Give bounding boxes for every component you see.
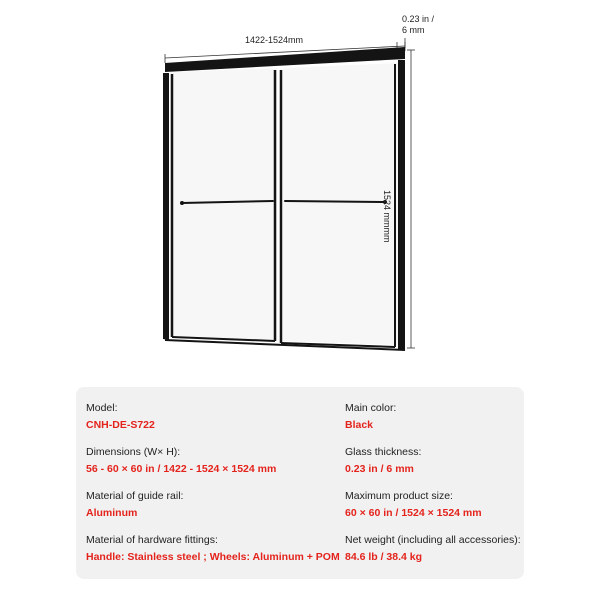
spec-glass-thickness bbox=[345, 445, 421, 476]
spec-value: 60 × 60 in / 1524 × 1524 mm bbox=[345, 507, 482, 519]
spec-value: 56 - 60 × 60 in / 1422 - 1524 × 1524 mm bbox=[86, 463, 277, 475]
spec-value: 0.23 in / 6 mm bbox=[345, 463, 414, 475]
spec-value: Aluminum bbox=[86, 507, 138, 519]
spec-dimensions bbox=[86, 445, 276, 476]
spec-label: Material of hardware fittings: bbox=[86, 534, 218, 546]
right-towel-bar-handle bbox=[285, 201, 385, 202]
spec-value: Black bbox=[345, 419, 374, 431]
spec-label: Dimensions (W× H): bbox=[86, 446, 181, 458]
right-frame-post bbox=[398, 60, 405, 350]
height-dimension-line bbox=[407, 50, 415, 348]
left-glass-panel bbox=[170, 68, 277, 340]
left-frame-post bbox=[163, 73, 169, 340]
spec-label: Maximum product size: bbox=[345, 490, 453, 502]
height-dimension-label: 1524 mmmm bbox=[382, 190, 392, 243]
spec-value: CNH-DE-S722 bbox=[86, 419, 155, 431]
handle-knob-left bbox=[180, 201, 184, 205]
spec-main-color bbox=[345, 401, 396, 432]
spec-value: 84.6 lb / 38.4 kg bbox=[345, 551, 423, 563]
spec-panel bbox=[76, 387, 524, 579]
spec-max-product-size bbox=[345, 489, 482, 520]
spec-value: Handle: Stainless steel ; Wheels: Aluminum + POM bbox=[86, 551, 340, 563]
spec-model bbox=[86, 401, 155, 432]
spec-label: Main color: bbox=[345, 402, 397, 414]
spec-label: Glass thickness: bbox=[345, 446, 422, 458]
width-dimension-label: 1422-1524mm bbox=[245, 35, 304, 45]
thickness-label-line1: 0.23 in / bbox=[402, 14, 435, 24]
right-glass-panel bbox=[283, 63, 398, 345]
spec-hardware-material bbox=[86, 533, 340, 564]
thickness-dimension-label bbox=[402, 14, 452, 36]
spec-guide-rail-material bbox=[86, 489, 183, 520]
spec-label: Material of guide rail: bbox=[86, 490, 184, 502]
thickness-label-line2: 6 mm bbox=[402, 25, 425, 35]
spec-net-weight bbox=[345, 533, 521, 564]
spec-label: Model: bbox=[86, 402, 118, 414]
spec-label: Net weight (including all accessories): bbox=[345, 534, 521, 546]
